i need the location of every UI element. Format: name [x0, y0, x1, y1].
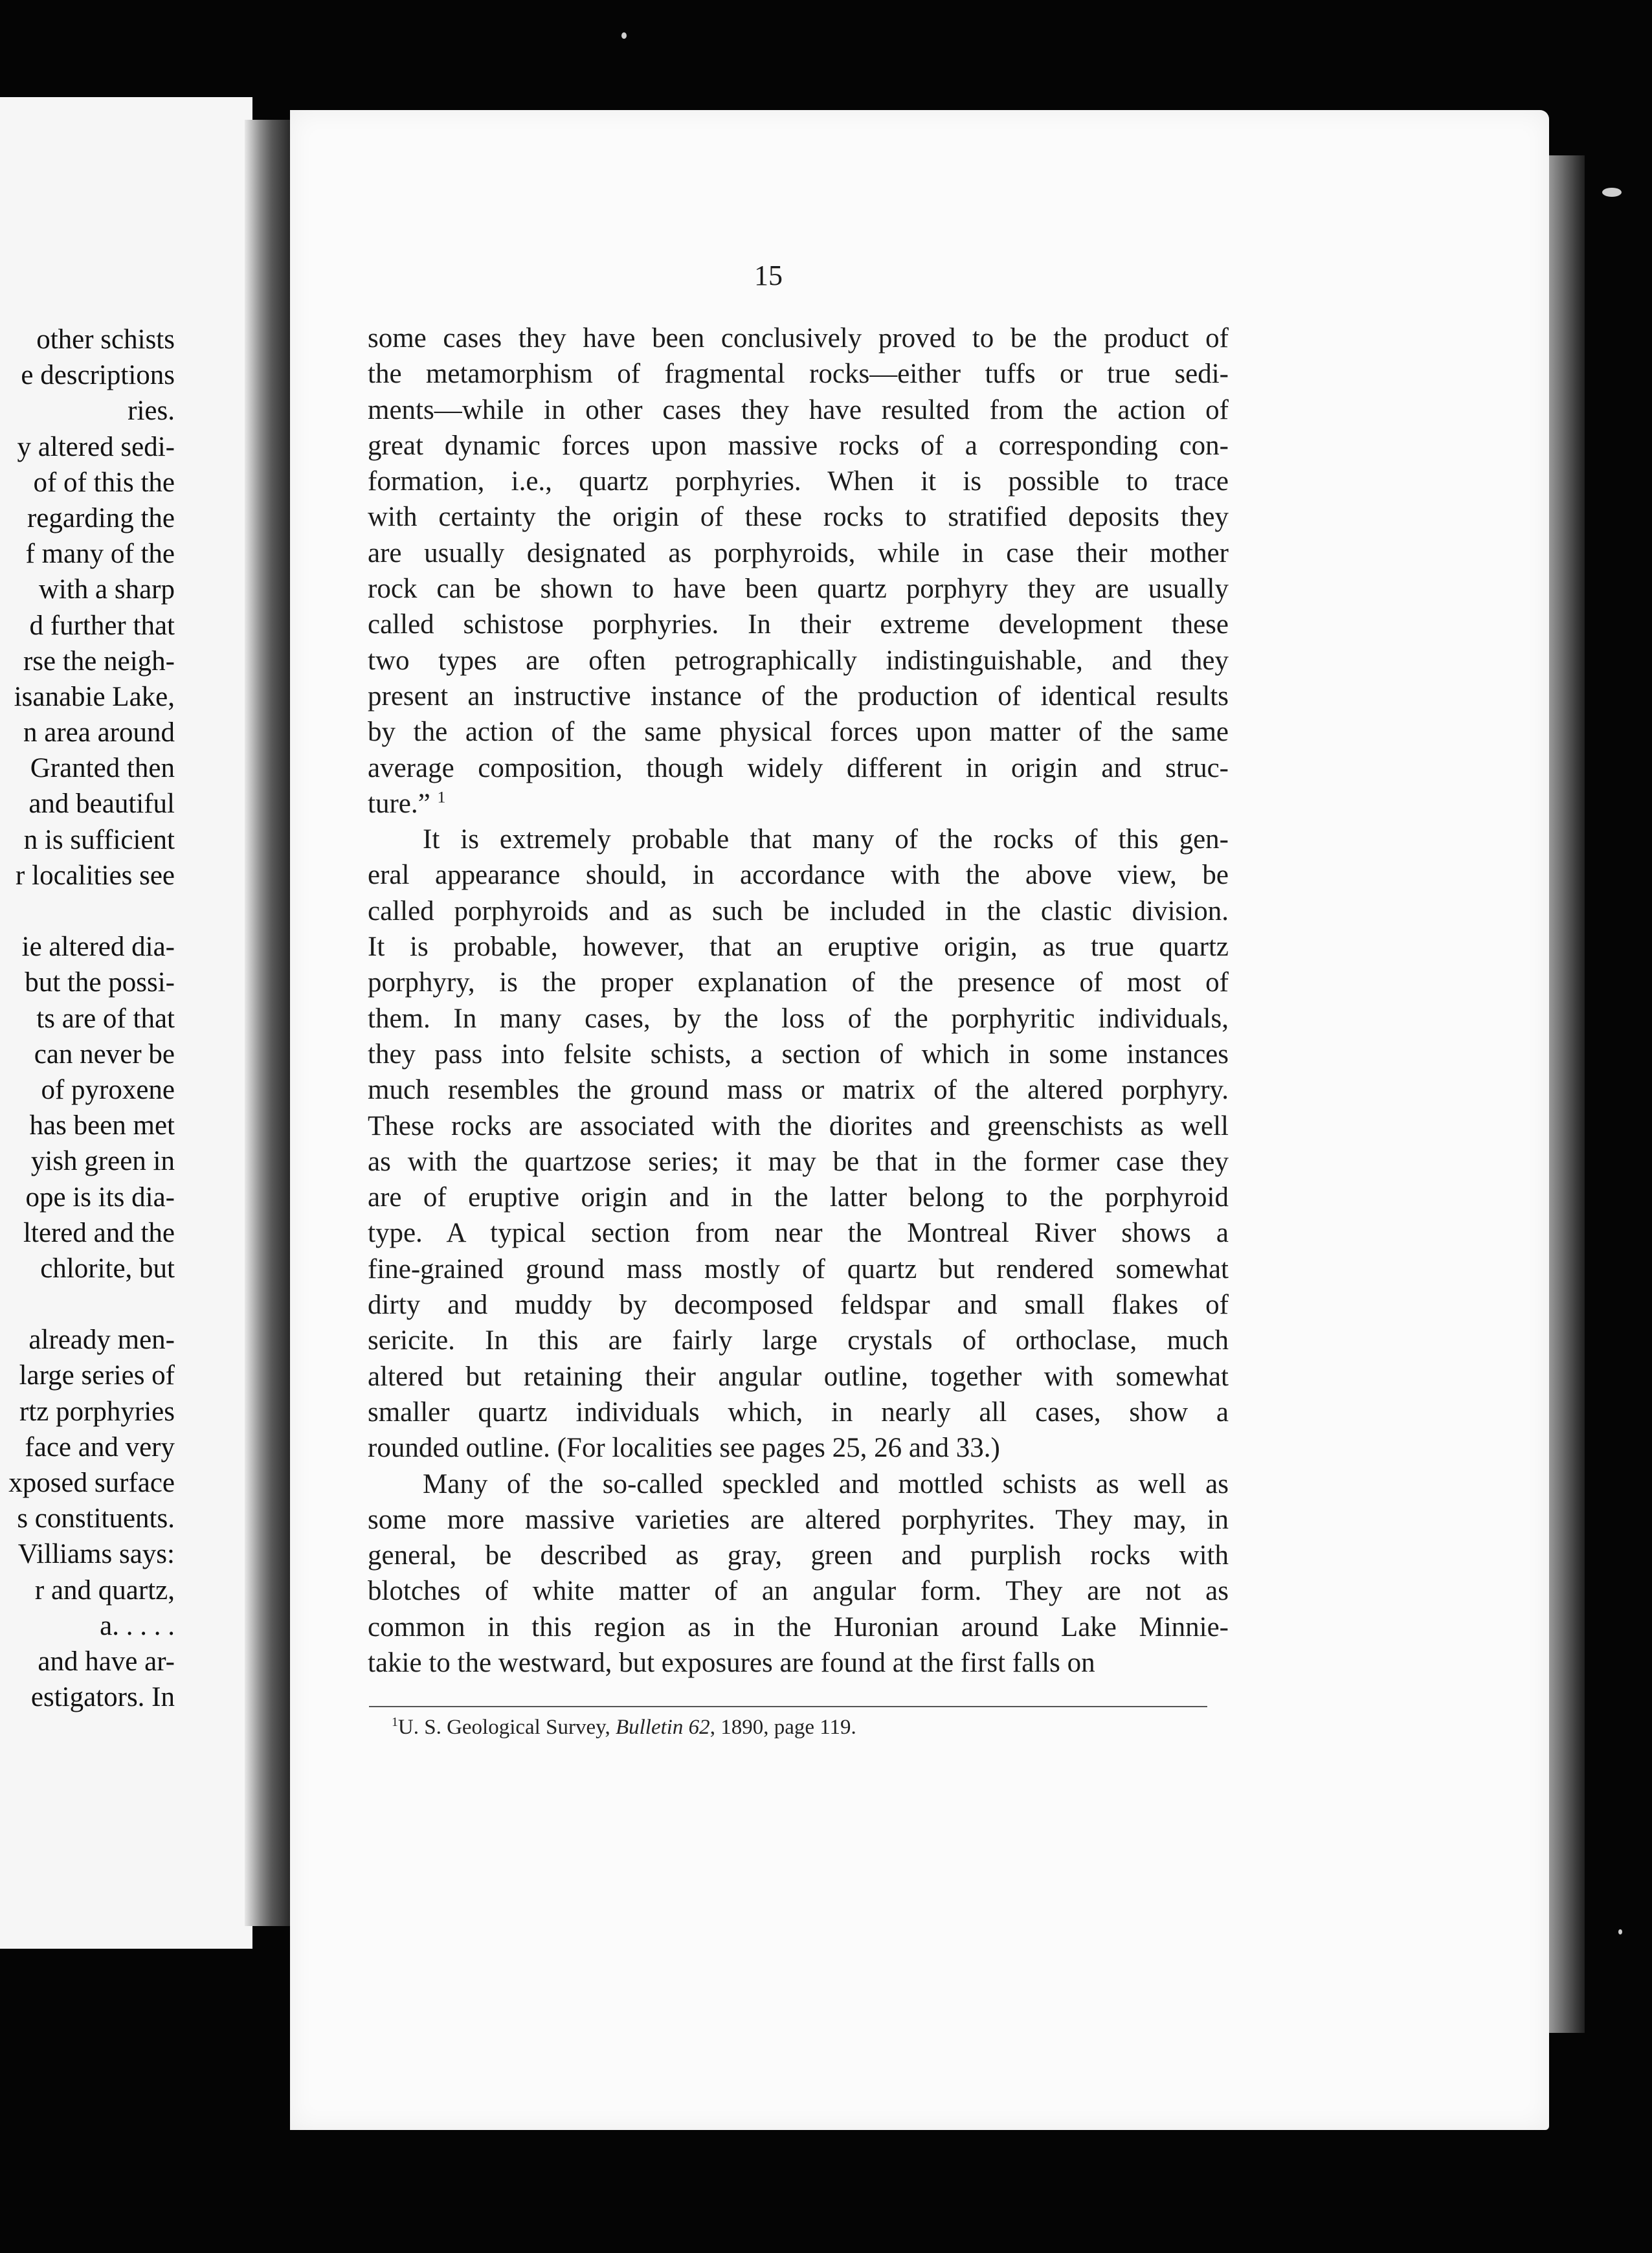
text-line	[368, 929, 1229, 965]
text-line	[368, 1180, 1229, 1215]
text-line-content: them. In many cases, by the loss of the porphyritic individuals,	[368, 1003, 1229, 1034]
previous-page-line: and beautiful	[28, 789, 175, 820]
previous-page-line: n area around	[23, 717, 175, 748]
previous-page-line	[0, 1286, 175, 1322]
text-line	[368, 1072, 1229, 1108]
text-line-content: porphyry, is the proper explanation of the presence of most of	[368, 967, 1229, 998]
scan-speck	[621, 32, 627, 39]
text-line	[368, 822, 1229, 857]
previous-page-line: s constituents.	[17, 1503, 175, 1534]
footnote-text-before: U. S. Geological Survey,	[397, 1716, 616, 1739]
previous-page-line: Granted then	[30, 753, 175, 784]
text-line-content: some cases they have been conclusively proved to be the product of	[368, 323, 1229, 353]
previous-page-line: chlorite, but	[40, 1253, 175, 1284]
previous-page-line: regarding the	[27, 502, 175, 533]
text-line-content: by the action of the same physical forces upon matter of the same	[368, 717, 1229, 748]
text-line	[368, 1573, 1229, 1609]
previous-page-line: can never be	[34, 1038, 175, 1070]
text-line	[368, 571, 1229, 607]
text-line-content: are of eruptive origin and in the latter belong to the porphyroid	[368, 1182, 1229, 1213]
previous-page-line: rse the neigh-	[23, 645, 175, 677]
previous-page-line	[0, 893, 175, 929]
text-line	[368, 607, 1229, 642]
text-line	[368, 1395, 1229, 1430]
page-number: 15	[754, 260, 783, 291]
previous-page-line: r localities see	[16, 860, 175, 891]
previous-page-line: r and quartz,	[34, 1575, 175, 1606]
previous-page	[0, 97, 252, 1949]
text-line-content: sericite. In this are fairly large crystals of orthoclase, much	[368, 1325, 1229, 1356]
previous-page-line: f many of the	[25, 539, 175, 570]
text-line	[368, 1287, 1229, 1323]
footnote-text-after: , 1890, page 119.	[709, 1716, 856, 1739]
text-line	[368, 1609, 1229, 1645]
book-gutter	[245, 120, 290, 1926]
text-line	[368, 1144, 1229, 1180]
text-line	[368, 499, 1229, 535]
previous-page-line: yish green in	[30, 1146, 175, 1177]
text-line	[368, 1215, 1229, 1251]
text-line-content: common in this region as in the Huronian around Lake Minnie-	[368, 1611, 1229, 1642]
text-line	[368, 714, 1229, 750]
text-line-content: takie to the westward, but exposures are found at the first falls on	[368, 1647, 1095, 1678]
text-line-content: formation, i.e., quartz porphyries. When it is possible to trace	[368, 466, 1229, 497]
text-line-content: called porphyroids and as such be included in the clastic division.	[368, 895, 1229, 926]
paragraph-2	[368, 822, 1229, 1466]
text-line	[368, 750, 1229, 786]
text-line-content: eral appearance should, in accordance with the above view, be	[368, 860, 1229, 891]
text-line-content: as with the quartzose series; it may be that in the former case they	[368, 1146, 1229, 1177]
text-line	[368, 1430, 1229, 1466]
text-line	[368, 857, 1229, 893]
text-line-content: they pass into felsite schists, a section of which in some instances	[368, 1038, 1229, 1070]
text-line	[368, 893, 1229, 929]
text-line	[368, 1037, 1229, 1072]
text-line	[368, 320, 1229, 356]
previous-page-line: xposed surface	[8, 1468, 175, 1498]
previous-page-line: Villiams says:	[17, 1539, 175, 1570]
text-line	[368, 1001, 1229, 1037]
previous-page-line: with a sharp	[38, 574, 175, 605]
previous-page-line: y altered sedi-	[17, 431, 175, 462]
footnote	[392, 1716, 856, 1740]
text-line	[368, 1502, 1229, 1538]
footnote-reference: 1	[437, 787, 446, 807]
text-line-content: called schistose porphyries. In their extreme development these	[368, 609, 1229, 640]
previous-page-line: rtz porphyries	[19, 1396, 175, 1427]
previous-page-line: already men-	[28, 1325, 175, 1356]
text-line-content: some more massive varieties are altered porphyrites. They may, in	[368, 1504, 1229, 1535]
text-line	[368, 1323, 1229, 1358]
text-line-content: general, be described as gray, green and purplish rocks with	[368, 1540, 1229, 1571]
previous-page-line: ts are of that	[36, 1003, 175, 1034]
text-line-content: rounded outline. (For localities see pages 25, 26 and 33.)	[368, 1433, 1000, 1464]
footnote-rule	[369, 1706, 1207, 1707]
text-line-content: two types are often petrographically indistinguishable, and they	[368, 645, 1229, 676]
text-line	[368, 464, 1229, 499]
text-line	[368, 428, 1229, 464]
previous-page-line: d further that	[29, 610, 175, 641]
text-line-content: smaller quartz individuals which, in nearly all cases, show a	[368, 1396, 1229, 1428]
previous-page-line: large series of	[19, 1360, 175, 1391]
scan-speck	[1618, 1929, 1622, 1934]
text-line	[368, 643, 1229, 678]
text-line-content: great dynamic forces upon massive rocks of a corresponding con-	[368, 430, 1229, 461]
previous-page-line: n is sufficient	[23, 824, 175, 855]
previous-page-line: estigators. In	[30, 1682, 175, 1713]
previous-page-line: but the possi-	[25, 967, 175, 998]
text-line-content: fine-grained ground mass mostly of quartz but rendered somewhat	[368, 1253, 1229, 1284]
previous-page-line: face and very	[25, 1431, 175, 1463]
text-line-content: ture.”	[368, 788, 430, 819]
text-line	[368, 1108, 1229, 1144]
text-line-content: present an instructive instance of the production of identical results	[368, 680, 1229, 712]
previous-page-text	[0, 322, 175, 1715]
text-line-content: rock can be shown to have been quartz porphyry they are usually	[368, 574, 1229, 605]
text-line-content: average composition, though widely different in origin and struc-	[368, 752, 1229, 783]
text-line-content: These rocks are associated with the diorites and greenschists as well	[368, 1110, 1229, 1141]
text-line	[368, 965, 1229, 1000]
text-line-content: much resembles the ground mass or matrix of the altered porphyry.	[368, 1075, 1229, 1106]
text-line-content: It is extremely probable that many of the rocks of this gen-	[423, 824, 1229, 855]
text-line	[368, 535, 1229, 571]
text-line-content: It is probable, however, that an eruptive origin, as true quartz	[368, 932, 1229, 963]
previous-page-line: has been met	[29, 1110, 175, 1141]
previous-page-line: ope is its dia-	[25, 1182, 175, 1213]
page-edge	[1549, 155, 1585, 2033]
previous-page-line: ie altered dia-	[21, 932, 175, 963]
previous-page-line: of of this the	[33, 467, 175, 498]
text-line-content: altered but retaining their angular outline, together with somewhat	[368, 1361, 1229, 1392]
previous-page-line: ltered and the	[23, 1217, 175, 1248]
footnote-marker: 1	[392, 1715, 398, 1730]
paragraph-1	[368, 320, 1229, 822]
page-body-text	[368, 320, 1229, 1681]
text-line	[368, 1251, 1229, 1287]
text-line	[368, 1538, 1229, 1573]
text-line-content: dirty and muddy by decomposed feldspar and small flakes of	[368, 1290, 1229, 1321]
text-line	[368, 1466, 1229, 1502]
previous-page-line: other schists	[36, 324, 175, 355]
text-line-content: Many of the so-called speckled and mottled schists as well as	[423, 1468, 1229, 1499]
previous-page-line: a. . . . .	[100, 1610, 175, 1641]
previous-page-line: isanabie Lake,	[14, 681, 175, 712]
text-line	[368, 786, 1229, 822]
text-line-content: type. A typical section from near the Montreal River shows a	[368, 1218, 1229, 1249]
text-line	[368, 1645, 1229, 1681]
text-line	[368, 678, 1229, 714]
text-line	[368, 1359, 1229, 1395]
scan-speck	[1602, 188, 1622, 197]
previous-page-line: of pyroxene	[41, 1074, 175, 1105]
text-line-content: ments—while in other cases they have resulted from the action of	[368, 394, 1229, 425]
previous-page-line: and have ar-	[38, 1646, 175, 1677]
previous-page-line: ries.	[128, 396, 175, 427]
paragraph-3	[368, 1466, 1229, 1681]
footnote-italic: Bulletin 62	[615, 1716, 710, 1739]
text-line-content: are usually designated as porphyroids, while in case their mother	[368, 537, 1229, 568]
text-line-content: the metamorphism of fragmental rocks—either tuffs or true sedi-	[368, 359, 1229, 390]
text-line-content: with certainty the origin of these rocks to stratified deposits they	[368, 502, 1229, 533]
previous-page-line: e descriptions	[21, 360, 175, 391]
text-line	[368, 392, 1229, 428]
text-line-content: blotches of white matter of an angular form. They are not as	[368, 1576, 1229, 1607]
text-line	[368, 356, 1229, 392]
